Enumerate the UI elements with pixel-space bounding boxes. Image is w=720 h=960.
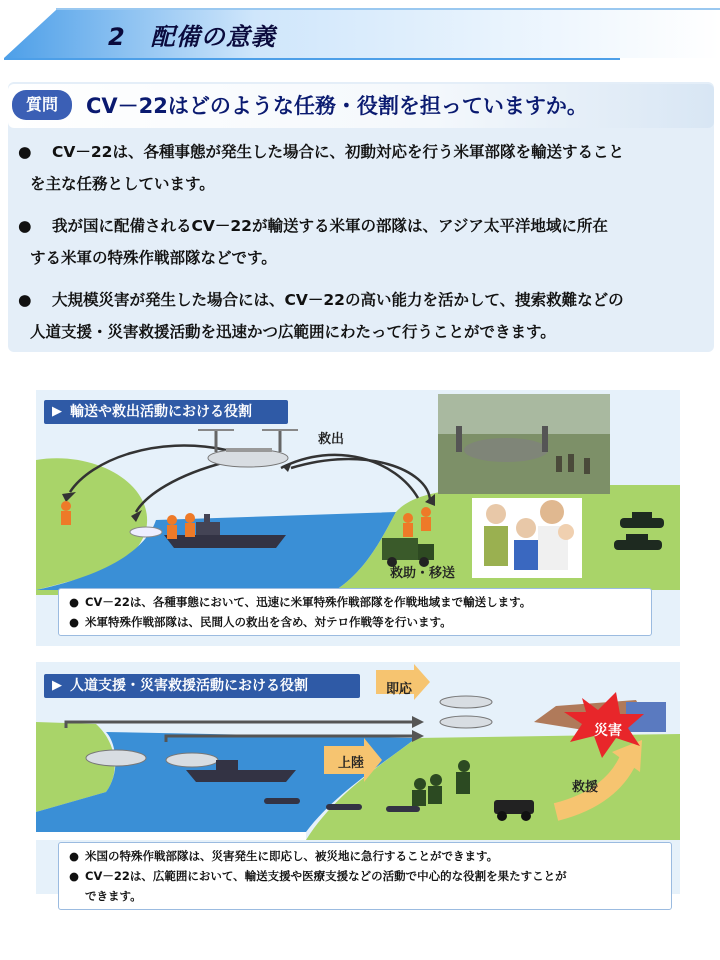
section-title: 2 配備の意義 [108, 23, 276, 51]
answer-1-line-2: を主な任務としています。 [30, 175, 215, 193]
answer-item-3 [18, 284, 624, 348]
answer-2-line-2: する米軍の特殊作戦部隊などです。 [30, 249, 277, 267]
panel1-note-2: ● 米軍特殊作戦部隊は、民間人の救出を含め、対テロ作戦等を行います。 [69, 612, 643, 632]
disaster-label: 災害 [594, 723, 622, 739]
panel2-note-2: ● CV－22は、広範囲において、輸送支援や医療支援などの活動で中心的な役割を果たすことが [69, 866, 663, 886]
panel2-note-2-cont: できます。 [85, 889, 142, 903]
panel1-notes [58, 588, 652, 636]
chevron-right-icon: ▶ [52, 404, 62, 419]
answer-1-line-1: CV－22は、各種事態が発生した場合に、初動対応を行う米軍部隊を輸送すること [52, 143, 624, 161]
note-bullet-icon: ● [69, 615, 80, 629]
bullet-icon: ● [18, 291, 32, 309]
aircraft-photo [438, 394, 610, 494]
relief-transfer-label: 救助・移送 [390, 566, 456, 581]
immediate-response-label: 即応 [386, 682, 413, 697]
bullet-icon: ● [18, 217, 32, 235]
panel1-label-text: 輸送や救出活動における役割 [70, 404, 252, 420]
chevron-right-icon: ▶ [52, 678, 62, 693]
panel2-notes [58, 842, 672, 910]
family-photo [472, 498, 582, 578]
answer-2-line-1: 我が国に配備されるCV－22が輸送する米軍の部隊は、アジア太平洋地域に所在 [52, 217, 608, 235]
answer-3-line-2: 人道支援・災害救援活動を迅速かつ広範囲にわたって行うことができます。 [30, 323, 556, 341]
panel2-label [44, 674, 360, 698]
landing-label: 上陸 [338, 756, 365, 771]
answer-3-line-1: 大規模災害が発生した場合には、CV－22の高い能力を活かして、捜索救難などの [52, 291, 624, 309]
answer-item-1 [18, 136, 624, 200]
panel1-label [44, 400, 288, 424]
note-bullet-icon: ● [69, 849, 80, 863]
panel1-note-1: ● CV－22は、各種事態において、迅速に米軍特殊作戦部隊を作戦地域まで輸送します。 [69, 592, 643, 612]
relief-label: 救援 [572, 780, 599, 795]
note-bullet-icon: ● [69, 869, 80, 883]
question-text: CV－22はどのような任務・役割を担っていますか。 [86, 94, 588, 118]
note-bullet-icon: ● [69, 595, 80, 609]
question-badge: 質問 [12, 90, 72, 120]
answer-item-2 [18, 210, 608, 274]
rescue-arrow-label: 救出 [318, 432, 345, 447]
bullet-icon: ● [18, 143, 32, 161]
panel2-note-1: ● 米国の特殊作戦部隊は、災害発生に即応し、被災地に急行することができます。 [69, 846, 663, 866]
panel2-label-text: 人道支援・災害救援活動における役割 [70, 678, 308, 694]
